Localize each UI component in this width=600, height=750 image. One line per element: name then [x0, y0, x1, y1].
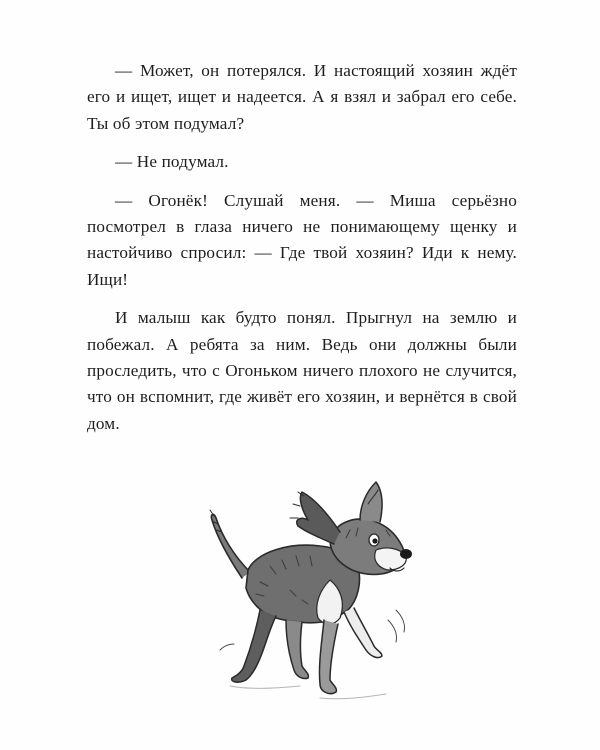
- paragraph-3: — Огонёк! Слушай меня. — Миша серьёзно посмотрел в глаза ничего не понимающему щенку и настойчиво спросил: — Где твой хозяин? Иди к нему. Ищи!: [87, 190, 517, 289]
- puppy-icon: [210, 482, 412, 699]
- paragraph-4: И малыш как будто понял. Прыгнул на землю и побежал. А ребята за ним. Ведь они должны были проследить, что с Огоньком ничего плохого не случится, что он вспомнит, где живёт его хозяин, и вернётся в свой дом.: [87, 308, 517, 433]
- paragraph-2: — Не подумал.: [115, 152, 229, 172]
- story-text: [87, 58, 517, 437]
- puppy-illustration: [190, 470, 430, 720]
- paragraph-1: — Может, он потерялся. И настоящий хозяин ждёт его и ищет, ищет и надеется. А я взял и забрал его себе. Ты об этом подумал?: [87, 61, 517, 133]
